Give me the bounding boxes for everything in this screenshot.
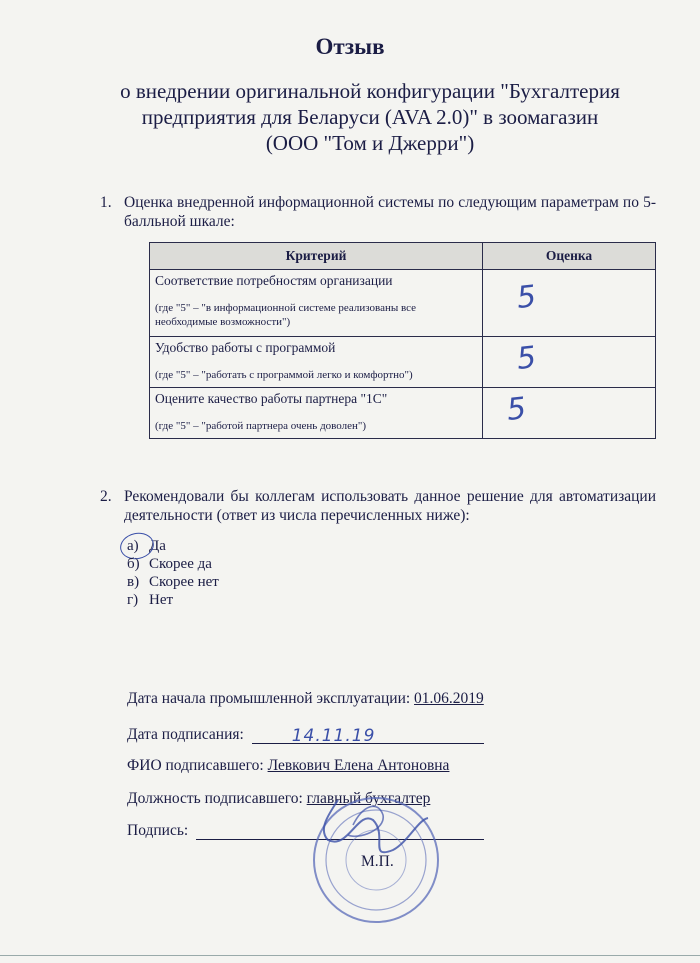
- question-text: Оценка внедренной информационной системы по следующим параметрам по 5-балльной шкале:: [124, 194, 656, 230]
- stamp-place-label: М.П.: [361, 853, 394, 870]
- option-letter: а): [127, 538, 139, 554]
- start-date-value[interactable]: 01.06.2019: [414, 690, 484, 707]
- handwritten-sign-date: 14.11.19: [291, 726, 376, 746]
- answer-options: [127, 537, 219, 609]
- table-row: [150, 337, 656, 388]
- signer-name-value[interactable]: Левкович Елена Антоновна: [267, 757, 450, 774]
- criterion-cell: [150, 388, 483, 439]
- field-label: Дата начала промышленной эксплуатации:: [127, 690, 411, 707]
- question-number: 2.: [100, 488, 112, 505]
- column-header-score: Оценка: [483, 243, 656, 270]
- option-rather-no[interactable]: [127, 573, 219, 591]
- option-rather-yes[interactable]: [127, 555, 219, 573]
- option-label: Скорее нет: [149, 574, 219, 590]
- criterion-hint: (где "5" – "работать с программой легко и комфортно"): [155, 369, 413, 381]
- table-row: [150, 270, 656, 337]
- question-text: Рекомендовали бы коллегам использовать данное решение для автоматизации деятельности (ответ из числа перечисленных ниже):: [124, 488, 656, 524]
- option-yes[interactable]: [127, 537, 219, 555]
- criterion-hint: (где "5" – "работой партнера очень доволен"): [155, 420, 367, 432]
- question-2: [100, 487, 656, 525]
- table-header-row: [150, 243, 656, 270]
- field-label: Дата подписания:: [127, 726, 244, 743]
- question-1: [100, 193, 656, 231]
- criterion-hint: (где "5" – "в информационной системе реализованы все необходимые возможности"): [155, 302, 417, 328]
- option-letter: г): [127, 592, 139, 608]
- handwritten-score: 5: [515, 279, 538, 316]
- signer-name-field: [127, 757, 449, 775]
- criterion-text: Удобство работы с программой: [155, 340, 336, 355]
- question-number: 1.: [100, 194, 112, 211]
- signer-position-value[interactable]: главный бухгалтер: [306, 790, 431, 807]
- option-label: Скорее да: [149, 556, 212, 572]
- document-subtitle: [60, 78, 680, 156]
- field-label: Подпись:: [127, 822, 189, 839]
- subtitle-line: предприятия для Беларуси (AVA 2.0)" в зоомагазин: [141, 105, 599, 129]
- column-header-criterion: Критерий: [150, 243, 483, 270]
- score-cell[interactable]: [483, 270, 656, 337]
- document-title: Отзыв: [315, 34, 385, 59]
- handwritten-score: 5: [515, 340, 538, 377]
- table-row: [150, 388, 656, 439]
- criteria-table: [149, 242, 656, 439]
- score-cell[interactable]: [483, 388, 656, 439]
- sign-date-line[interactable]: [252, 726, 484, 746]
- field-label: Должность подписавшего:: [127, 790, 303, 807]
- subtitle-line: (ООО "Том и Джерри"): [265, 131, 475, 155]
- subtitle-line: о внедрении оригинальной конфигурации "Бухгалтерия: [120, 79, 620, 103]
- criterion-cell: [150, 270, 483, 337]
- option-no[interactable]: [127, 591, 219, 609]
- score-cell[interactable]: [483, 337, 656, 388]
- handwritten-score: 5: [505, 391, 528, 428]
- option-label: Нет: [149, 592, 174, 608]
- criterion-cell: [150, 337, 483, 388]
- sign-date-field: [127, 726, 484, 744]
- criterion-text: Соответствие потребностям организации: [155, 273, 393, 288]
- option-label: Да: [149, 538, 166, 554]
- option-letter: в): [127, 574, 140, 590]
- field-label: ФИО подписавшего:: [127, 757, 264, 774]
- bottom-divider: [0, 955, 700, 956]
- criterion-text: Оцените качество работы партнера "1С": [155, 391, 388, 406]
- start-date-field: [127, 690, 484, 708]
- option-letter: б): [127, 556, 140, 572]
